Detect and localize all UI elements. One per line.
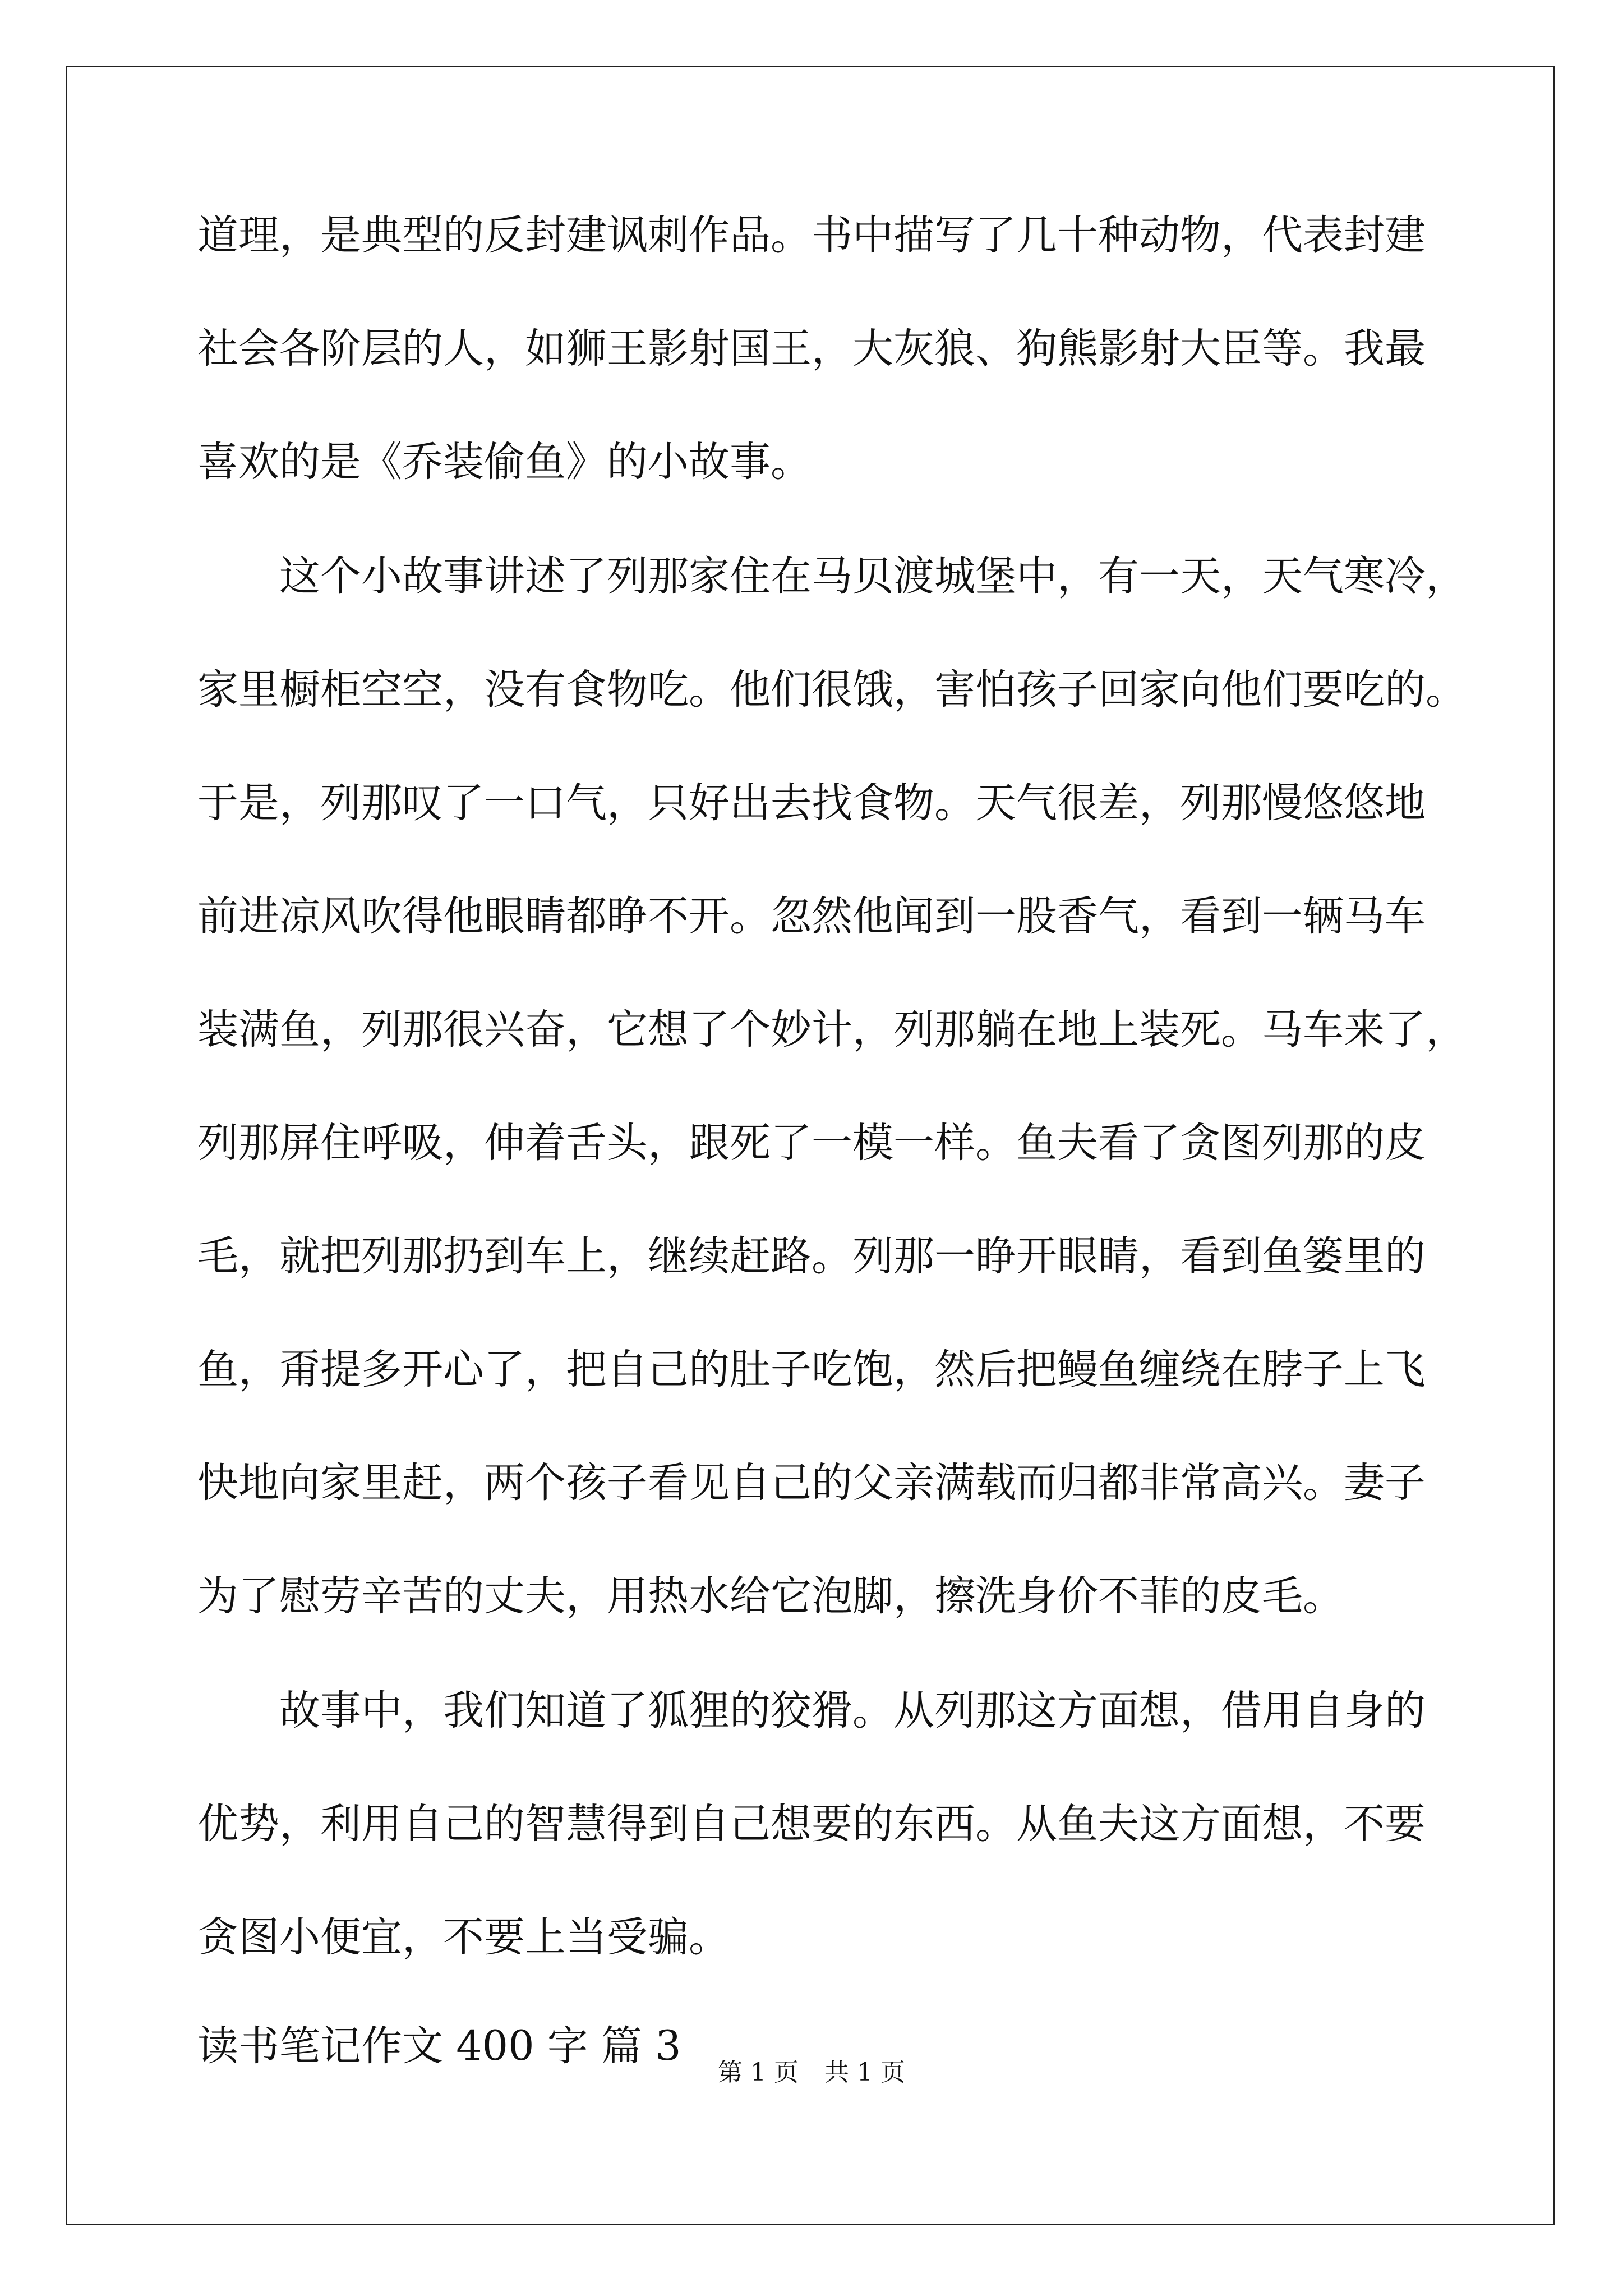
text-line: 毛，就把列那扔到车上，继续赶路。列那一睁开眼睛，看到鱼篓里的 — [197, 1232, 1426, 1280]
text-line: 鱼，甭提多开心了，把自己的肚子吃饱，然后把鳗鱼缠绕在脖子上飞 — [197, 1346, 1426, 1393]
text-line: 于是，列那叹了一口气，只好出去找食物。天气很差，列那慢悠悠地 — [197, 779, 1426, 827]
paragraph-start-line: 这个小故事讲述了列那家住在马贝渡城堡中，有一天，天气寒冷， — [279, 553, 1467, 600]
page-number: 第 1 页 — [718, 2058, 799, 2087]
text-line: 家里橱柜空空，没有食物吃。他们很饿，害怕孩子回家向他们要吃的。 — [197, 666, 1467, 714]
text-line: 前进凉风吹得他眼睛都睁不开。忽然他闻到一股香气，看到一辆马车 — [197, 892, 1426, 940]
text-line: 装满鱼，列那很兴奋，它想了个妙计，列那躺在地上装死。马车来了， — [197, 1006, 1467, 1053]
text-line: 快地向家里赶，两个孩子看见自己的父亲满载而归都非常高兴。妻子 — [197, 1459, 1426, 1507]
page-footer — [0, 2056, 1623, 2090]
text-line: 为了慰劳辛苦的丈夫，用热水给它泡脚，擦洗身价不菲的皮毛。 — [197, 1572, 1344, 1620]
text-line: 列那屏住呼吸，伸着舌头，跟死了一模一样。鱼夫看了贪图列那的皮 — [197, 1119, 1426, 1167]
text-line: 社会各阶层的人，如狮王影射国王，大灰狼、狗熊影射大臣等。我最 — [197, 325, 1426, 372]
paragraph-start-line: 故事中，我们知道了狐狸的狡猾。从列那这方面想，借用自身的 — [279, 1687, 1426, 1734]
page-total: 共 1 页 — [824, 2058, 905, 2087]
text-line: 贪图小便宜，不要上当受骗。 — [197, 1913, 730, 1961]
text-line: 道理，是典型的反封建讽刺作品。书中描写了几十种动物，代表封建 — [197, 211, 1426, 259]
section-heading: 读书笔记作文 400 字 篇 3 — [197, 2022, 681, 2070]
text-line: 喜欢的是《乔装偷鱼》的小故事。 — [197, 438, 811, 486]
text-line: 优势，利用自己的智慧得到自己想要的东西。从鱼夫这方面想，不要 — [197, 1800, 1426, 1848]
